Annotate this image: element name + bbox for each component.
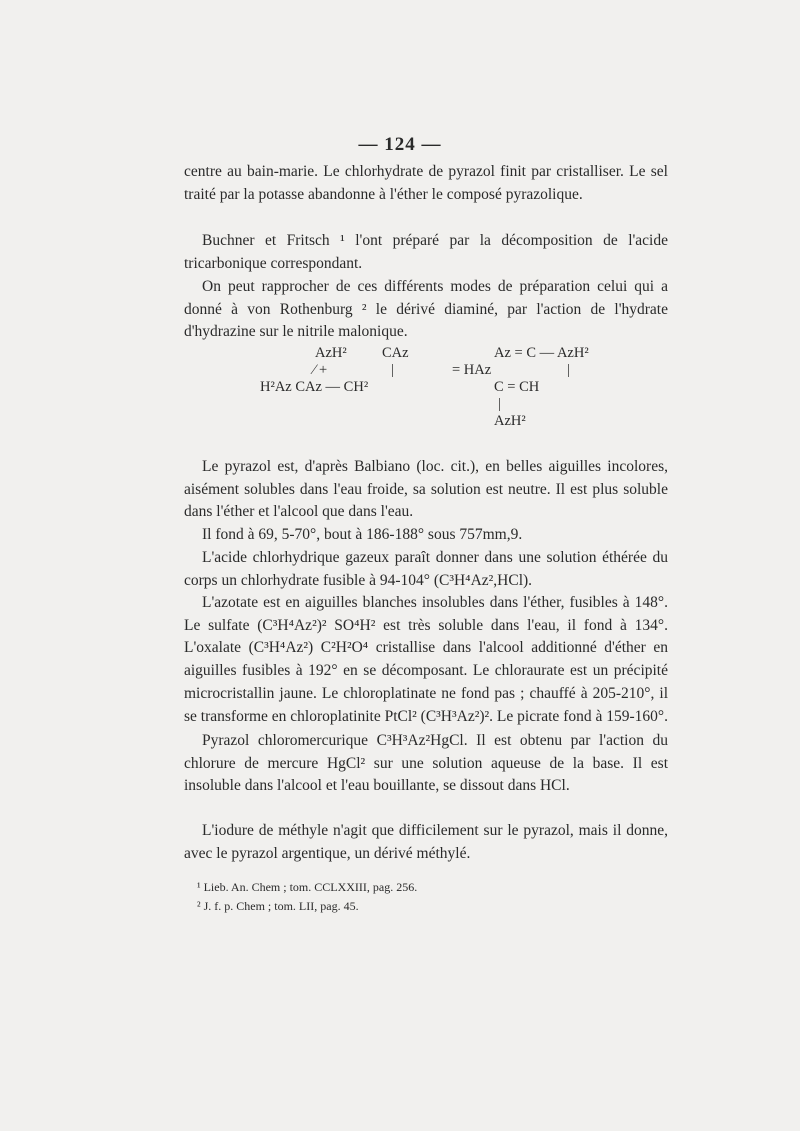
formula-equals: = HAz (452, 362, 492, 378)
paragraph-4: Le pyrazol est, d'après Balbiano (loc. cit.), en belles aiguilles incolores, aisément solubles dans l'eau froide, sa solution est neutre. Il est plus soluble dans l'éther et l'alcool que dans l'eau. (184, 458, 668, 521)
paragraph-5: Il fond à 69, 5-70°, bout à 186-188° sous 757mm,9. (202, 526, 523, 543)
page-number: — 124 — (358, 134, 442, 155)
formula-caz-top: CAz (382, 345, 409, 361)
formula-bar-right-2: | (498, 396, 501, 412)
formula-right-top: Az = C — AzH² (494, 345, 589, 361)
chemical-equation (240, 345, 640, 435)
formula-bar-left: | (391, 362, 394, 378)
formula-azh2-left: AzH² (315, 345, 347, 361)
footnote-2: ² J. f. p. Chem ; tom. LII, pag. 45. (197, 899, 359, 913)
formula-plus: ⁄ + (313, 362, 328, 378)
formula-right-mid: C = CH (494, 379, 540, 395)
footnote-1: ¹ Lieb. An. Chem ; tom. CCLXXIII, pag. 256. (197, 880, 418, 894)
formula-left-bottom: H²Az CAz — CH² (260, 379, 369, 395)
paragraph-1: centre au bain-marie. Le chlorhydrate de pyrazol finit par cristalliser. Le sel traité par la potasse abandonne à l'éther le composé pyrazolique. (184, 163, 668, 203)
paragraph-2: Buchner et Fritsch ¹ l'ont préparé par la décomposition de l'acide tricarbonique correspondant. (184, 232, 668, 272)
paragraph-6: L'acide chlorhydrique gazeux paraît donner dans une solution éthérée du corps un chlorhydrate fusible à 94-104° (C³H⁴Az²,HCl). (184, 549, 668, 589)
paragraph-9: L'iodure de méthyle n'agit que difficilement sur le pyrazol, mais il donne, avec le pyrazol argentique, un dérivé méthylé. (184, 822, 668, 862)
paragraph-8: Pyrazol chloromercurique C³H³Az²HgCl. Il est obtenu par l'action du chlorure de mercure HgCl² sur une solution aqueuse de la base. Il est insoluble dans l'alcool et l'eau bouillante, se dissout dans HCl. (184, 732, 668, 795)
footnotes (197, 878, 657, 916)
formula-right-bottom: AzH² (494, 413, 526, 429)
paragraph-3: On peut rapprocher de ces différents modes de préparation celui qui a donné à von Rothenburg ² le dérivé diaminé, par l'action de l'hydrate d'hydrazine sur le nitrile malonique. (184, 278, 668, 341)
formula-bar-right: | (567, 362, 570, 378)
paragraph-7: L'azotate est en aiguilles blanches insolubles dans l'éther, fusibles à 148°. Le sulfate (C³H⁴Az²)² SO⁴H² est très soluble dans l'eau, il fond à 134°. L'oxalate (C³H⁴Az²) C²H²O⁴ cristallise dans l'alcool additionné d'éther en aiguilles fusibles à 192° en se décomposant. Le chloraurate est un précipité microcristallin jaune. Le chloroplatinate ne fond pas ; chauffé à 205-210°, il se transforme en chloroplatinite PtCl² (C³H³Az²)². Le picrate fond à 159-160°. (184, 594, 668, 725)
